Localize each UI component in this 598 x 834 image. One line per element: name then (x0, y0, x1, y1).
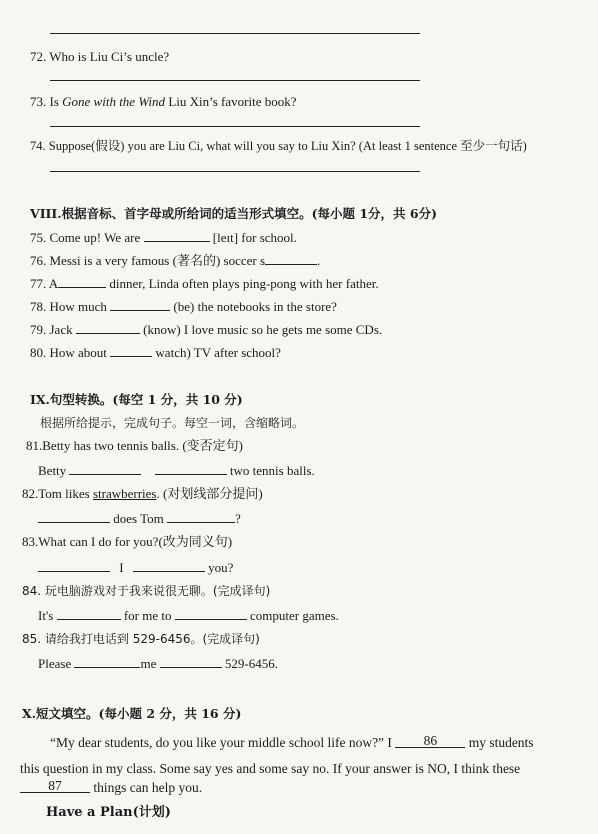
q73-post: Liu Xin’s favorite book? (165, 94, 297, 109)
q81-tail: two tennis balls. (229, 463, 315, 478)
answer-85 (38, 655, 278, 672)
question-84: 84. 玩电脑游戏对于我来说很无聊。(完成译句) (22, 584, 271, 598)
q76-text: 76. Messi is a very famous (著名的) soccer s (30, 253, 266, 268)
blank-84-2[interactable] (175, 607, 247, 620)
section-9-title: IX.句型转换。(每空 1 分，共 10 分) (30, 392, 243, 407)
section-8-title: VIII.根据音标、首字母或所给词的适当形式填空。(每小题 1分，共 6分) (30, 206, 438, 221)
q84-mid: for me to (123, 608, 172, 623)
answer-line-72[interactable] (50, 80, 420, 81)
answer-line-74[interactable] (50, 171, 420, 172)
blank-80[interactable] (110, 344, 152, 357)
q83-mid: I (119, 560, 124, 575)
passage-text-1b: my students (468, 735, 534, 750)
book-title: Gone with the Wind (62, 94, 166, 109)
question-78 (30, 298, 337, 315)
blank-85-2[interactable] (160, 655, 222, 668)
blank-83-1[interactable] (38, 559, 110, 572)
answer-line-71 (50, 33, 420, 34)
blank-83-2[interactable] (133, 559, 205, 572)
q84-lead: It's (38, 608, 54, 623)
passage-line-2: this question in my class. Some say yes and some say no. If your answer is NO, I think these (20, 761, 521, 776)
q82-qmark: ? (235, 511, 241, 526)
subheading-have-a-plan: Have a Plan(计划) (46, 805, 171, 820)
q80-text-b: watch) TV after school? (155, 345, 281, 360)
question-76 (30, 252, 320, 269)
passage-text-1a: “My dear students, do you like your middle school life now?” I (50, 735, 392, 750)
passage-line-3 (20, 780, 202, 796)
question-75 (30, 229, 297, 246)
question-72: 72. Who is Liu Ci’s uncle? (30, 49, 170, 64)
answer-82 (38, 510, 241, 527)
question-74: 74. Suppose(假设) you are Liu Ci, what will you say to Liu Xin? (At least 1 sentence 至少一句话) (30, 139, 527, 153)
q73-pre: 73. Is (30, 94, 63, 109)
blank-85-1[interactable] (74, 655, 140, 668)
question-73 (30, 94, 296, 110)
q81-lead: Betty (38, 463, 67, 478)
passage-text-3: things can help you. (93, 780, 203, 795)
blank-75[interactable] (144, 229, 210, 242)
blank-77[interactable] (58, 275, 106, 288)
q79-text: 79. Jack (30, 322, 73, 337)
blank-78[interactable] (110, 298, 170, 311)
blank-82-1[interactable] (38, 510, 110, 523)
question-85: 85. 请给我打电话到 529-6456。(完成译句) (22, 632, 260, 646)
q80-text: 80. How about (30, 345, 107, 360)
answer-83 (38, 559, 233, 576)
q83-tail: you? (208, 560, 234, 575)
q78-text: 78. How much (30, 299, 107, 314)
blank-81-2[interactable] (155, 462, 227, 475)
blank-84-1[interactable] (57, 607, 121, 620)
q75-text-b: [leɪt] for school. (212, 230, 297, 245)
q82-text: 82.Tom likes (22, 486, 93, 501)
underlined-word: strawberries (92, 486, 157, 501)
q85-mid: me (140, 656, 157, 671)
question-82 (22, 486, 263, 502)
blank-number-87: 87 (48, 778, 62, 793)
answer-84 (38, 607, 339, 624)
blank-79[interactable] (76, 321, 140, 334)
q85-tail: 529-6456. (224, 656, 278, 671)
answer-line-73[interactable] (50, 126, 420, 127)
question-83: 83.What can I do for you?(改为同义句) (22, 534, 233, 549)
question-77 (30, 275, 379, 292)
passage-line-1 (50, 735, 534, 751)
q77-text: 77. A (30, 276, 59, 291)
question-79 (30, 321, 382, 338)
q78-text-b: (be) the notebooks in the store? (173, 299, 337, 314)
blank-number-86: 86 (423, 733, 438, 748)
q82-note: . (对划线部分提问) (156, 486, 263, 501)
section-10-title: X.短文填空。(每小题 2 分，共 16 分) (22, 706, 242, 721)
blank-76[interactable] (265, 252, 317, 265)
q85-lead: Please (38, 656, 72, 671)
blank-81-1[interactable] (69, 462, 141, 475)
q84-tail: computer games. (250, 608, 339, 623)
blank-86[interactable] (395, 735, 465, 748)
question-81: 81.Betty has two tennis balls. (变否定句) (26, 438, 244, 453)
q77-text-b: dinner, Linda often plays ping-pong with her father. (109, 276, 379, 291)
question-80 (30, 344, 281, 361)
q82-mid: does Tom (113, 511, 164, 526)
blank-87[interactable] (20, 780, 90, 793)
q75-text: 75. Come up! We are (30, 230, 141, 245)
q79-text-b: (know) I love music so he gets me some CDs. (143, 322, 383, 337)
q76-text-b: . (317, 253, 321, 268)
blank-82-2[interactable] (167, 510, 235, 523)
section-9-instructions: 根据所给提示，完成句子。每空一词，含缩略词。 (40, 416, 305, 430)
answer-81 (38, 462, 315, 479)
